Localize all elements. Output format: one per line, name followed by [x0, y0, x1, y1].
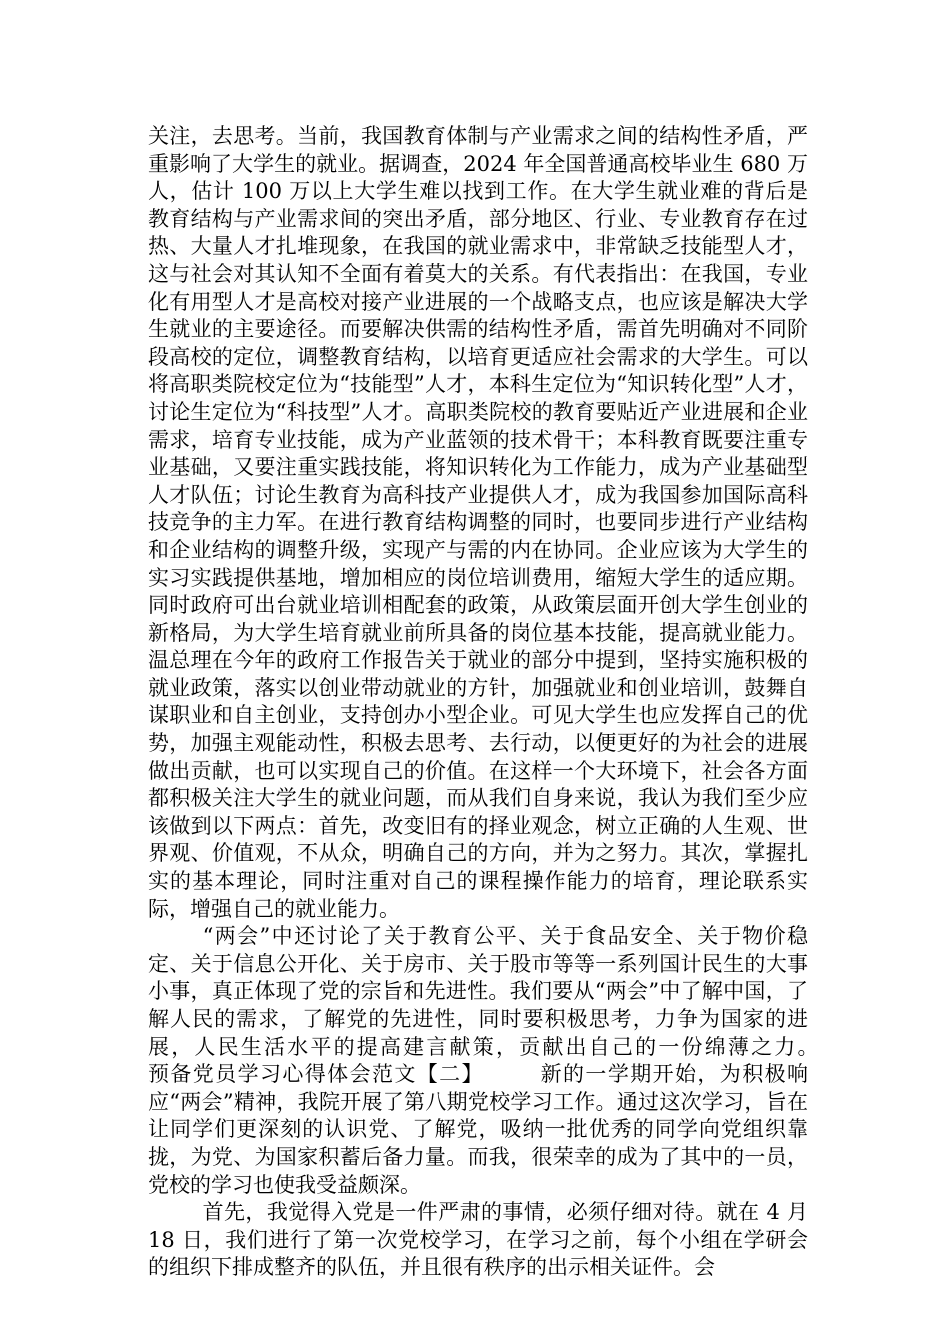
- body-text: [148, 123, 871, 1282]
- paragraph-first-study: 首先，我觉得入党是一件严肃的事情，必须仔细对待。就在 4 月 18 日，我们进行了第一次党校学习，在学习之前，每个小组在学研会的组织下排成整齐的队伍，并且很有秩序的出示相关证件。会: [148, 1200, 808, 1280]
- paragraph-employment: 关注，去思考。当前，我国教育体制与产业需求之间的结构性矛盾，严重影响了大学生的就业。据调查，2024 年全国普通高校毕业生 680 万人，估计 100 万以上大学生难以找到工作。在大学生就业难的背后是教育结构与产业需求间的突出矛盾，部分地区、行业、专业教育存在过热、大量人才扎堆现象，在我国的就业需求中，非常缺乏技能型人才，这与社会对其认知不全面有着莫大的关系。有代表指出：在我国，专业化有用型人才是高校对接产业进展的一个战略支点，也应该是解决大学生就业的主要途径。而要解决供需的结构性矛盾，需首先明确对不同阶段高校的定位，调整教育结构，以培育更适应社会需求的大学生。可以将高职类院校定位为“技能型”人才，本科生定位为“知识转化型”人才，讨论生定位为“科技型”人才。高职类院校的教育要贴近产业进展和企业需求，培育专业技能，成为产业蓝领的技术骨干；本科教育既要注重专业基础，又要注重实践技能，将知识转化为工作能力，成为产业基础型人才队伍；讨论生教育为高科技产业提供人才，成为我国参加国际高科技竞争的主力军。在进行教育结构调整的同时，也要同步进行产业结构和企业结构的调整升级，实现产与需的内在协同。企业应该为大学生的实习实践提供基地，增加相应的岗位培训费用，缩短大学生的适应期。同时政府可出台就业培训相配套的政策，从政策层面开创大学生创业的新格局，为大学生培育就业前所具备的岗位基本技能，提高就业能力。温总理在今年的政府工作报告关于就业的部分中提到，坚持实施积极的就业政策，落实以创业带动就业的方针，加强就业和创业培训，鼓舞自谋职业和自主创业，支持创办小型企业。可见大学生也应发挥自己的优势，加强主观能动性，积极去思考、去行动，以便更好的为社会的进展做出贡献，也可以实现自己的价值。在这样一个大环境下，社会各方面都积极关注大学生的就业问题，而从我们自身来说，我认为我们至少应该做到以下两点：首先，改变旧有的择业观念，树立正确的人生观、世界观、价值观，不从众，明确自己的方向，并为之努力。其次，掌握扎实的基本理论，同时注重对自己的课程操作能力的培育，理论联系实际，增强自己的就业能力。: [148, 124, 808, 921]
- paragraph-two-sessions: “两会”中还讨论了关于教育公平、关于食品安全、关于物价稳定、关于信息公开化、关于房市、关于股市等等一系列国计民生的大事小事，真正体现了党的宗旨和先进性。我们要从“两会”中了解中国，了解人民的需求，了解党的先进性，同时要积极思考，力争为国家的进展，人民生活水平的提高建言献策，贡献出自己的一份绵薄之力。 预备党员学习心得体会范文【二】 新的一学期开始，为积极响应“两会”精神，我院开展了第八期党校学习工作。通过这次学习，旨在让同学们更深刻的认识党、了解党，吸纳一批优秀的同学向党组织靠拢，为党、为国家积蓄后备力量。而我，很荣幸的成为了其中的一员，党校的学习也使我受益颇深。: [148, 924, 871, 1197]
